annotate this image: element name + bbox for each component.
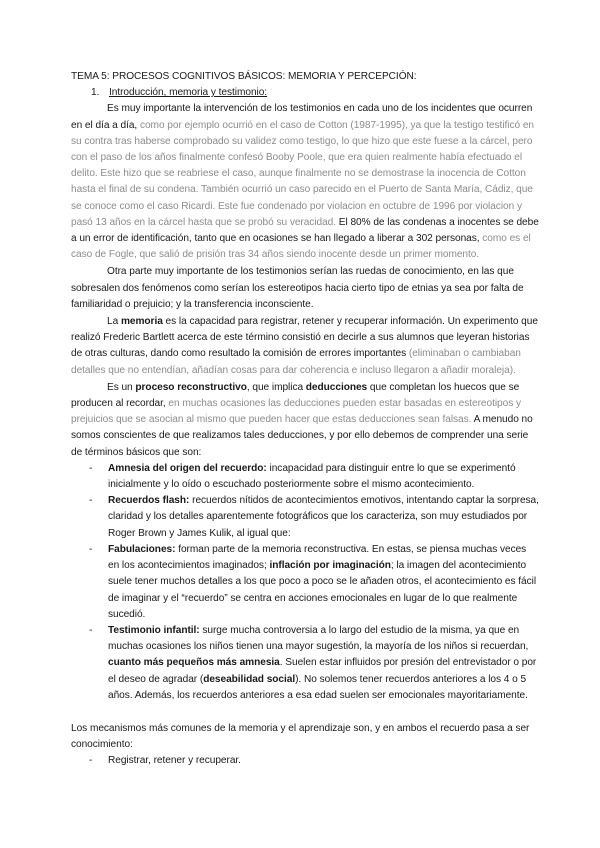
registrar-text: Registrar, retener y recuperar. <box>108 755 241 767</box>
p4-text-f: en muchas ocasiones las deducciones pueden estar basadas en estereotipos y prejuicios que se asocian al mismo que pueden hacer que estas deducciones sean falsas. <box>71 398 521 426</box>
p1-text-d: como es el caso de Fogle, que salió de prisión tras 34 años siendo inocente desde un primer momento. <box>71 233 531 261</box>
mechanisms-list <box>71 753 540 769</box>
term-recuerdos-flash: Recuerdos flash: <box>108 495 190 507</box>
term-inflacion: inflación por imaginación <box>269 560 391 572</box>
document-title: TEMA 5: PROCESOS COGNITIVOS BÁSICOS: MEMORIA Y PERCEPCIÓN: <box>71 71 417 82</box>
infantil-text-a: surge mucha controversia a lo largo del estudio de la misma, ya que en muchas ocasiones los niños tienen una mayor sugestión, la mayoría de los niños si recuerdan, <box>108 624 529 653</box>
list-item-registrar <box>71 753 540 769</box>
p1-text-a: Es muy importante la intervención de los testimonios en cada uno de los incidentes que ocurren en el día a día, <box>71 103 533 131</box>
infantil-text-e: ). No solemos tener recuerdos anteriores a los 4 o 5 años. Además, los recuerdos anteriores a esa edad suelen ser emocionales mayoritariamente. <box>108 673 528 701</box>
list-dash: - <box>89 495 93 507</box>
list-dash: - <box>89 624 93 636</box>
term-amnesia-text: incapacidad para distinguir entre lo que se experimentó inicialmente y lo oído o escuchado posteriormente sobre el mismo acontecimiento. <box>108 462 516 491</box>
p4-text-e: que completan los huecos que se producen al recordar, <box>71 381 520 410</box>
p1-text-b: como por ejemplo ocurrió en el caso de Cotton (1987-1995), ya que la testigo testificó en su contra tras haberse comprobado su validez como testigo, lo que hizo que este fuese a la cárcel, pero con el paso de los años finalmente confesó Booby Poole, que era quien realmente había efectuado el delito. Este hizo que se reabriese el caso, aunque finalmente no se demostrase la inocencia de Cotton hasta el final de su condena. También ocurrió un caso parecido en el Puerto de Santa María, Cádiz, que se conoce como el caso Ricardi. Este fue condenado por violacion en octubre de 1996 por violacion y pasó 13 años en la cárcel hasta que se probó su veracidad. <box>71 119 534 228</box>
p3-text-d: (eliminaban o cambiaban detalles que no entendían, añadían cosas para dar coherencia e incluso llegaron a añadir moraleja). <box>71 348 521 376</box>
terms-list <box>71 461 540 704</box>
term-fabulaciones: Fabulaciones: <box>108 543 176 555</box>
list-dash: - <box>89 543 93 555</box>
list-item-recuerdos-flash <box>71 493 540 542</box>
p3-text-c: es la capacidad para registrar, retener y recuperar información. Un experimento que realizó Frederic Bartlett acerca de este término consistió en decirle a sus alumnos que leyeran historias de otras culturas, dando como resultado la comisión de errores importantes <box>71 316 538 360</box>
paragraph-ruedas: Otra parte muy importante de los testimonios serían las ruedas de conocimiento, en las que sobresalen dos fenómenos como serían los estereotipos hacia cierto tipo de etnias ya sea por falta de familiaridad o prejuicio; y la transferencia inconsciente. <box>71 266 524 310</box>
paragraph-memoria <box>71 314 540 379</box>
blank-line <box>71 704 540 720</box>
infantil-text-c: . Suelen estar influidos por presión del entrevistador o por el deseo de agradar ( <box>108 657 537 685</box>
p3-text-a: La <box>107 316 121 328</box>
p1-text-c: El 80% de las condenas a inocentes se debe a un error de identificación, tanto que en ocasiones se han llegado a liberar a 302 personas, <box>71 216 539 245</box>
list-dash: - <box>89 755 93 767</box>
term-amnesia: Amnesia del origen del recuerdo: <box>108 462 267 474</box>
term-testimonio-infantil: Testimonio infantil: <box>108 624 200 636</box>
paragraph-mecanismos: Los mecanismos más comunes de la memoria y el aprendizaje son, y en ambos el recuerdo pasa a ser conocimiento: <box>71 722 530 751</box>
fabulaciones-text-a: forman parte de la memoria reconstructiva. En estas, se piensa muchas veces en los acontecimientos imaginados; <box>108 543 527 572</box>
p4-text-a: Es un <box>107 381 136 393</box>
term-recuerdos-flash-text: recuerdos nítidos de acontecimientos emotivos, intentando captar la sorpresa, claridad y los detalles aparentemente fotográficos que los caracteriza, son muy estudiados por Roger Brown y James Kulik, al igual que: <box>108 495 539 539</box>
paragraph-reconstructivo <box>71 380 540 461</box>
p4-term-proceso: proceso reconstructivo <box>135 381 247 393</box>
fabulaciones-text-c: ; la imagen del acontecimiento suele tener muchos detalles a los que poco a poco se le añaden otros, el acontecimiento es fácil de imaginar y el “recuerdo” se centra en acciones emocionales en lugar de lo que realmente sucedió. <box>108 560 537 620</box>
list-item-amnesia <box>71 461 540 493</box>
section-label: Introducción, memoria y testimonio: <box>109 87 268 99</box>
list-item-fabulaciones <box>71 542 540 623</box>
term-deseabilidad: deseabilidad social <box>203 673 296 685</box>
p4-text-c: , que implica <box>246 381 306 393</box>
p3-term-memoria: memoria <box>120 316 163 328</box>
paragraph-testimonios <box>71 101 540 263</box>
section-number: 1. <box>91 87 100 99</box>
section-heading <box>91 85 540 101</box>
list-dash: - <box>89 462 93 474</box>
list-item-testimonio-infantil <box>71 623 540 704</box>
p4-text-g: A menudo no somos conscientes de que realizamos tales deducciones, y por ello debemos de comprender una serie de términos básicos que son: <box>71 414 533 458</box>
p4-term-deducciones: deducciones <box>305 381 368 393</box>
term-amnesia-ninos: cuanto más pequeños más amnesia <box>108 657 280 669</box>
